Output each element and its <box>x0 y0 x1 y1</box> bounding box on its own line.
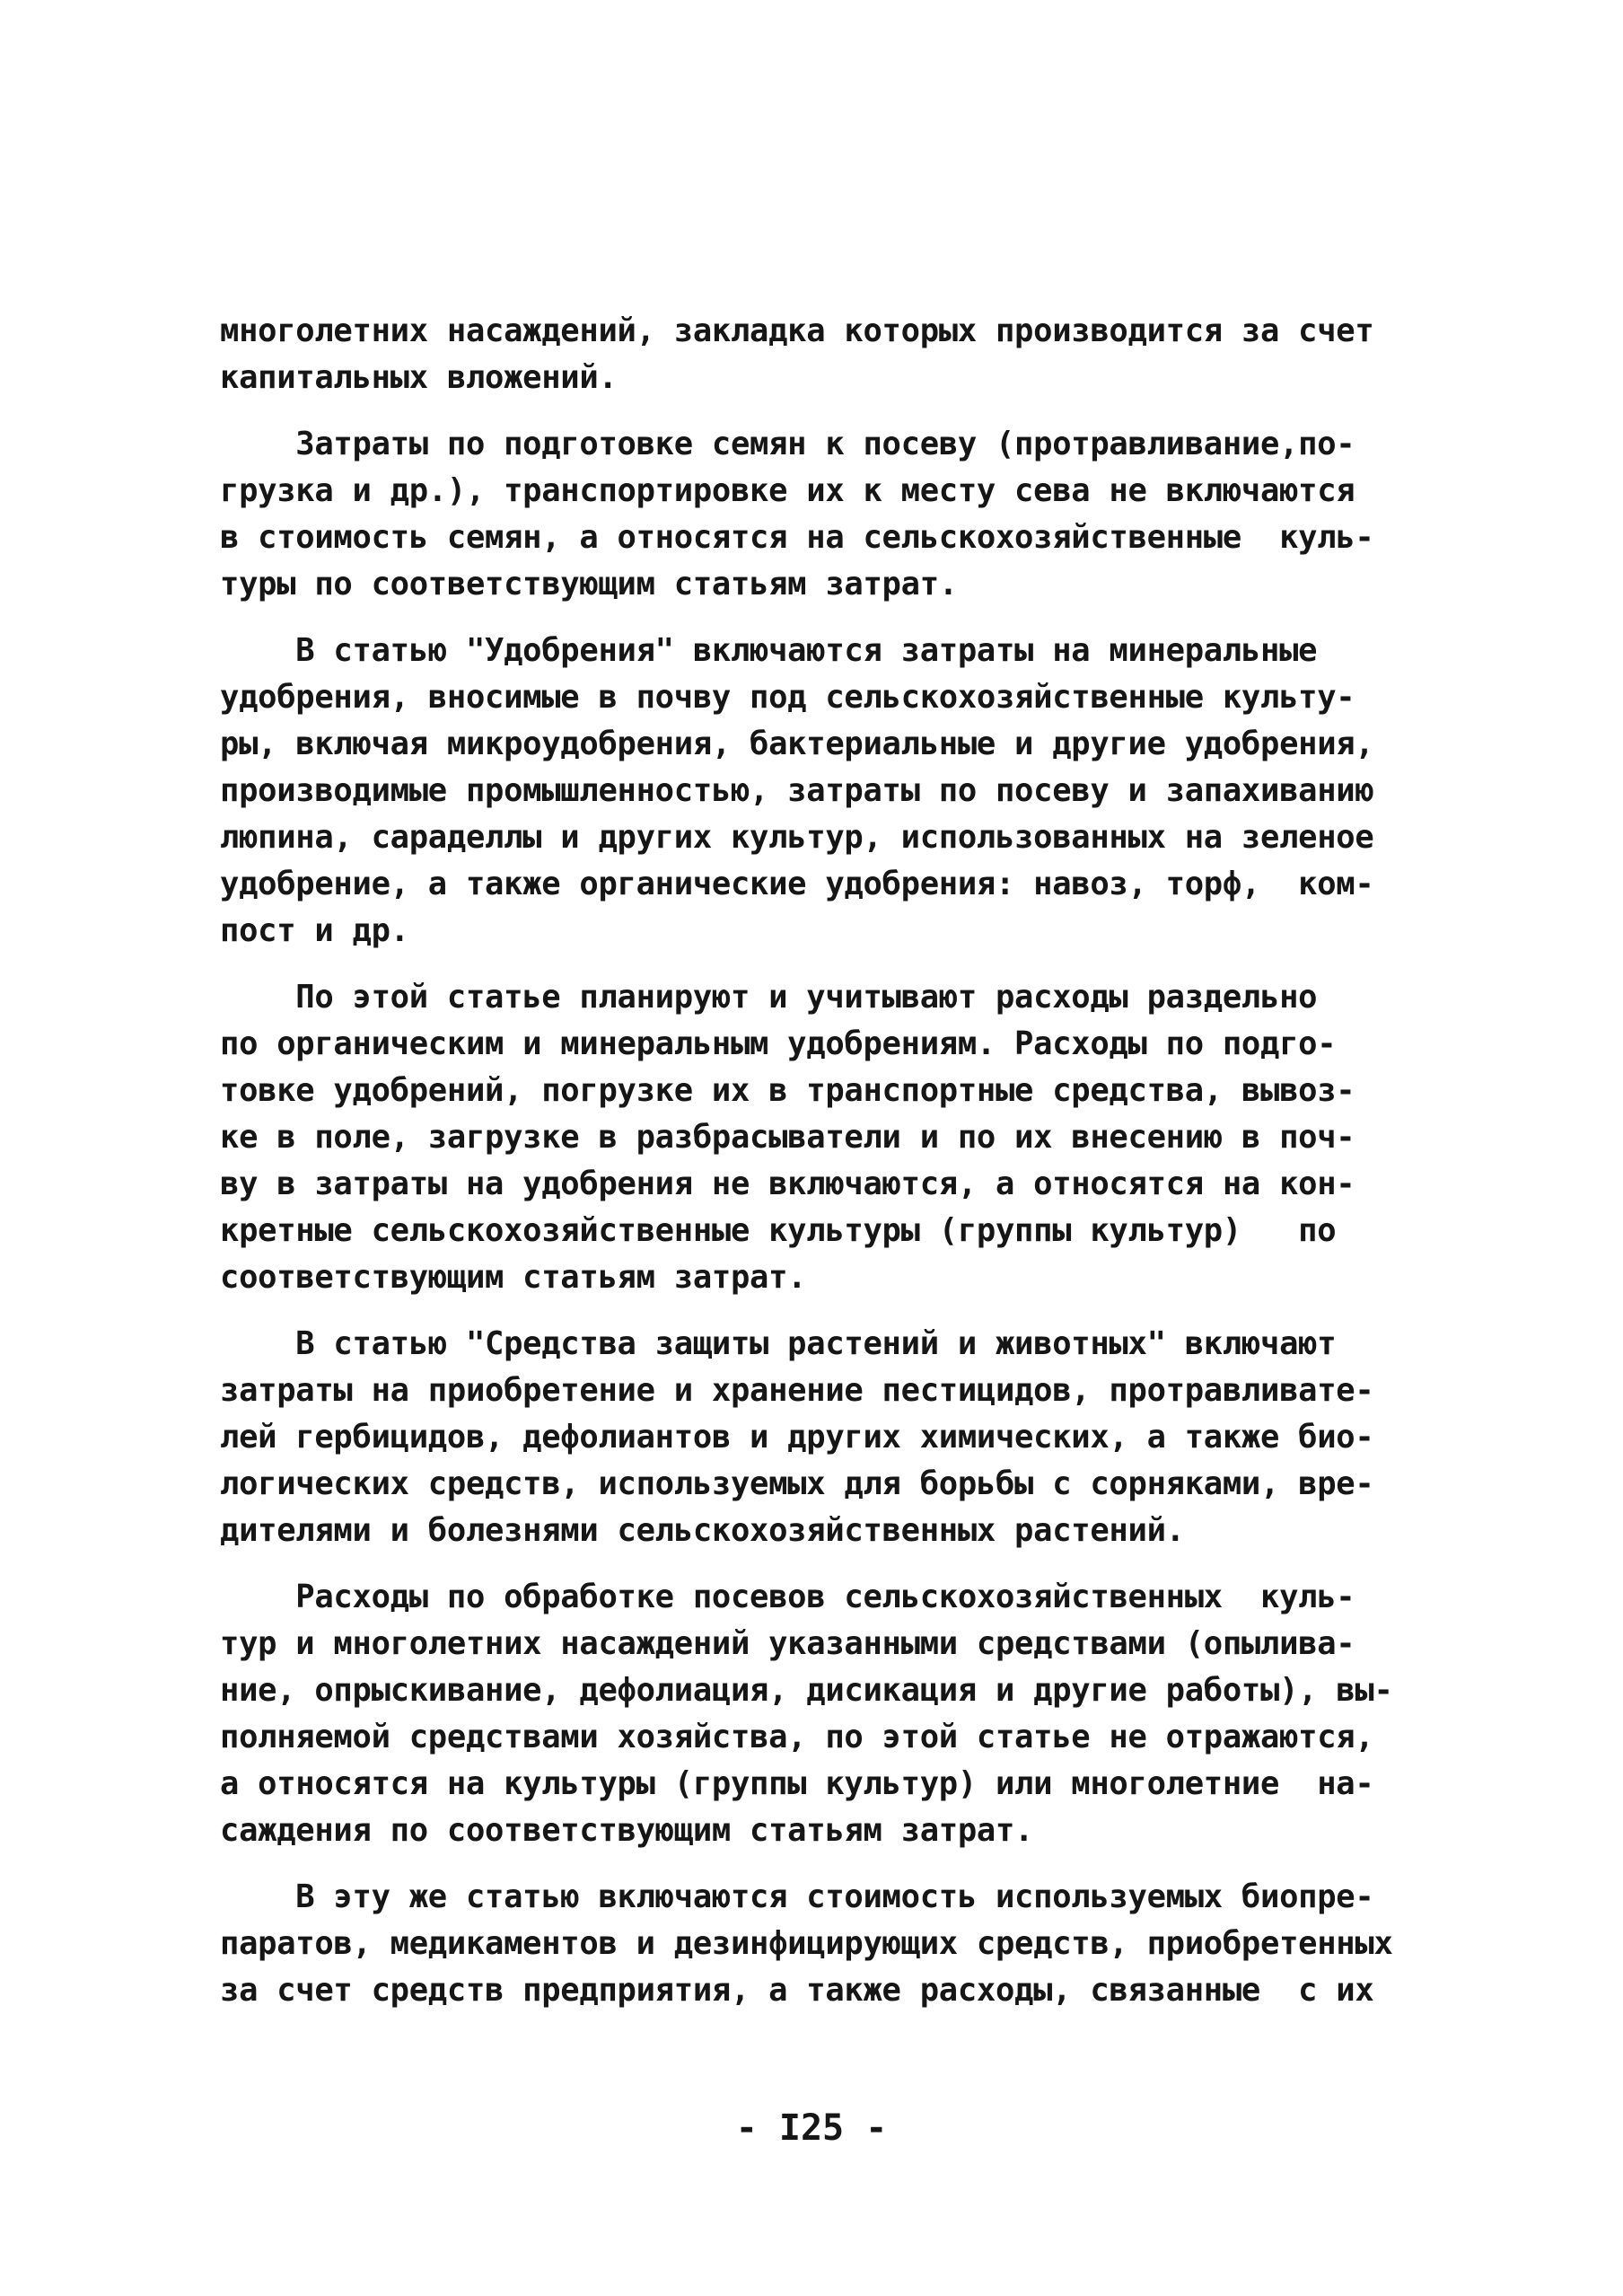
text-line: капитальных вложений. <box>220 359 618 396</box>
text-line: В эту же статью включаются стоимость используемых биопре- <box>220 1878 1374 1915</box>
text-line: удобрения, вносимые в почву под сельскохозяйственные культу- <box>220 679 1355 716</box>
paragraph-2 <box>220 421 1405 608</box>
paragraph-7 <box>220 1874 1405 2014</box>
text-line: дителями и болезнями сельскохозяйственных растений. <box>220 1512 1185 1549</box>
text-line: ние, опрыскивание, дефолиация, дисикация и другие работы), вы- <box>220 1672 1393 1709</box>
text-line: тур и многолетних насаждений указанными средствами (опылива- <box>220 1625 1355 1662</box>
text-line: В статью "Удобрения" включаются затраты на минеральные <box>220 632 1318 669</box>
text-line: в стоимость семян, а относятся на сельскохозяйственные куль- <box>220 519 1374 556</box>
text-line: удобрение, а также органические удобрения: навоз, торф, ком- <box>220 866 1374 902</box>
text-line: производимые промышленностью, затраты по посеву и запахиванию <box>220 772 1374 809</box>
text-line: саждения по соответствующим статьям затрат. <box>220 1812 1034 1849</box>
text-line: полняемой средствами хозяйства, по этой статье не отражаются, <box>220 1719 1374 1755</box>
text-line: В статью "Средства защиты растений и животных" включают <box>220 1325 1337 1362</box>
text-line: кретные сельскохозяйственные культуры (группы культур) по <box>220 1212 1337 1249</box>
paragraph-5 <box>220 1321 1405 1554</box>
page-number: - I25 - <box>735 2107 888 2149</box>
text-line: а относятся на культуры (группы культур) или многолетние на- <box>220 1765 1374 1802</box>
text-line: ке в поле, загрузке в разбрасыватели и по их внесению в поч- <box>220 1119 1355 1156</box>
text-line: многолетних насаждений, закладка которых производится за счет <box>220 312 1374 349</box>
text-line: грузка и др.), транспортировке их к месту сева не включаются <box>220 472 1355 509</box>
text-line: за счет средств предприятия, а также расходы, связанные с их <box>220 1972 1374 2009</box>
text-line: лей гербицидов, дефолиантов и других химических, а также био- <box>220 1419 1374 1456</box>
text-line: паратов, медикаментов и дезинфицирующих средств, приобретенных <box>220 1925 1393 1962</box>
paragraph-6 <box>220 1574 1405 1854</box>
text-line: люпина, сараделлы и других культур, использованных на зеленое <box>220 819 1374 856</box>
text-line: ры, включая микроудобрения, бактериальные и другие удобрения, <box>220 726 1374 762</box>
text-line: соответствующим статьям затрат. <box>220 1259 807 1296</box>
text-line: логических средств, используемых для борьбы с сорняками, вре- <box>220 1465 1374 1502</box>
paragraph-4 <box>220 974 1405 1301</box>
text-line: пост и др. <box>220 912 409 949</box>
paragraph-1 <box>220 308 1405 401</box>
text-line: туры по соответствующим статьям затрат. <box>220 566 958 603</box>
text-line: товке удобрений, погрузке их в транспортные средства, вывоз- <box>220 1072 1355 1109</box>
paragraph-3 <box>220 628 1405 954</box>
text-line: ву в затраты на удобрения не включаются, а относятся на кон- <box>220 1166 1355 1202</box>
text-line: затраты на приобретение и хранение пестицидов, протравливате- <box>220 1372 1374 1409</box>
text-line: по органическим и минеральным удобрениям. Расходы по подго- <box>220 1025 1337 1062</box>
text-line: Расходы по обработке посевов сельскохозяйственных куль- <box>220 1579 1355 1615</box>
body-text <box>220 308 1405 2014</box>
text-line: Затраты по подготовке семян к посеву (протравливание,по- <box>220 426 1355 462</box>
text-line: По этой статье планируют и учитывают расходы раздельно <box>220 979 1318 1016</box>
